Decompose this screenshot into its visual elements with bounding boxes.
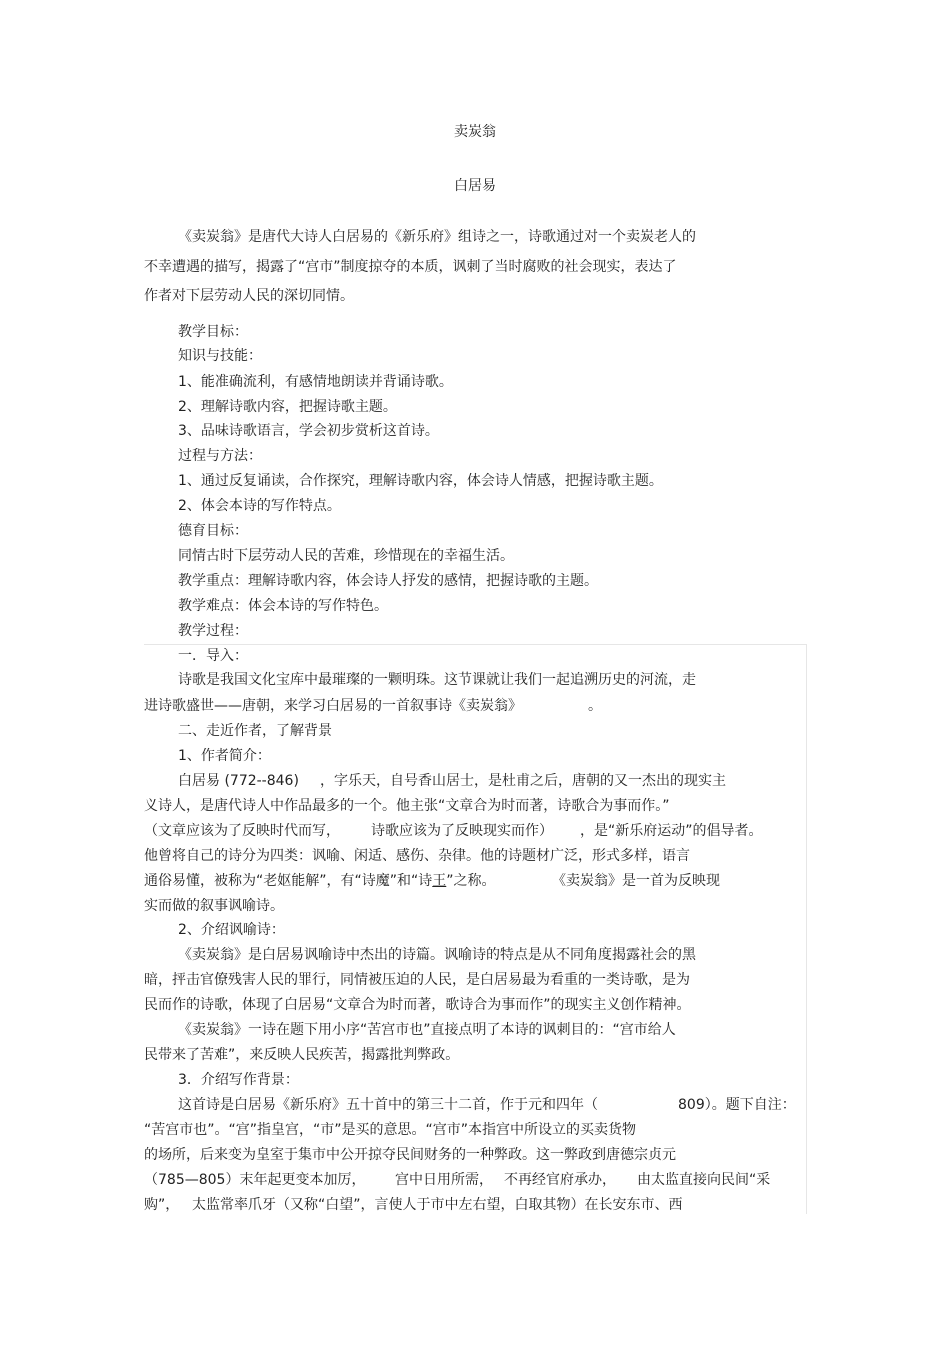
body-text: 通俗易懂，被称为“老妪能解”，有“诗魔”和“诗 <box>144 873 433 889</box>
body-text: ”之称。 <box>446 873 496 889</box>
body-line: 太监常率爪牙（又称“白望”，言使人于市中左右望，白取其物）在长安东市、西 <box>192 1197 683 1213</box>
body-line: 的场所，后来变为皇室于集市中公开掠夺民间财务的一种弊政。这一弊政到唐德宗贞元 <box>144 1147 676 1163</box>
body-line: 《卖炭翁》是白居易讽喻诗中杰出的诗篇。讽喻诗的特点是从不同角度揭露社会的黑 <box>178 947 696 963</box>
body-line: 宫中日用所需， <box>395 1172 493 1188</box>
document-author: 白居易 <box>454 178 496 194</box>
goal-line: 教学难点：体会本诗的写作特色。 <box>178 598 388 614</box>
body-line: 义诗人，是唐代诗人中作品最多的一个。他主张“文章合为时而著，诗歌合为事而作。” <box>144 798 670 814</box>
goal-line: 教学重点：理解诗歌内容，体会诗人抒发的感情，把握诗歌的主题。 <box>178 573 598 589</box>
body-line: 诗歌应该为了反映现实而作） <box>371 823 553 839</box>
intro-line: 《卖炭翁》是唐代大诗人白居易的《新乐府》组诗之一，诗歌通过对一个卖炭老人的 <box>178 229 696 245</box>
body-line: 进诗歌盛世——唐朝，来学习白居易的一首叙事诗《卖炭翁》 <box>144 698 522 714</box>
section-heading: 2、介绍讽喻诗： <box>178 922 285 938</box>
body-line: 购”， <box>144 1197 180 1213</box>
body-line <box>144 871 496 891</box>
section-heading: 一．导入： <box>178 648 248 664</box>
intro-line: 不幸遭遇的描写，揭露了“宫市”制度掠夺的本质，讽刺了当时腐败的社会现实，表达了 <box>144 259 677 275</box>
body-line: 《卖炭翁》是一首为反映现 <box>552 873 720 889</box>
body-line: 诗歌是我国文化宝库中最璀璨的一颗明珠。这节课就让我们一起追溯历史的河流，走 <box>178 672 696 688</box>
goal-line: 过程与方法： <box>178 448 262 464</box>
document-title: 卖炭翁 <box>454 124 496 140</box>
body-line: （文章应该为了反映时代而写， <box>144 823 340 839</box>
body-line: 由太监直接向民间“采 <box>637 1172 771 1188</box>
body-line: ，是“新乐府运动”的倡导者。 <box>580 823 763 839</box>
body-line: 《卖炭翁》一诗在题下用小序“苦宫市也”直接点明了本诗的讽刺目的：“宫市给人 <box>178 1022 676 1038</box>
underlined-text: 王 <box>432 873 447 889</box>
goal-line: 德育目标： <box>178 523 248 539</box>
body-line: 。 <box>588 698 602 714</box>
goal-line: 同情古时下层劳动人民的苦难，珍惜现在的幸福生活。 <box>178 548 514 564</box>
body-line: 白居易 (772--846) <box>178 773 299 789</box>
goal-line: 3、品味诗歌语言，学会初步赏析这首诗。 <box>178 423 439 439</box>
goal-line: 教学目标： <box>178 324 248 340</box>
goal-line: 教学过程： <box>178 623 248 639</box>
goal-line: 2、体会本诗的写作特点。 <box>178 498 341 514</box>
body-line: 实而做的叙事讽喻诗。 <box>144 898 284 914</box>
intro-line: 作者对下层劳动人民的深切同情。 <box>144 288 354 304</box>
goal-line: 1、通过反复诵读，合作探究，理解诗歌内容，体会诗人情感，把握诗歌主题。 <box>178 473 663 489</box>
goal-line: 2、理解诗歌内容，把握诗歌主题。 <box>178 399 397 415</box>
body-line: “苦宫市也”。“宫”指皇宫，“市”是买的意思。“宫市”本指宫中所设立的买卖货物 <box>144 1122 637 1138</box>
body-line: 他曾将自己的诗分为四类：讽喻、闲适、感伤、杂律。他的诗题材广泛，形式多样，语言 <box>144 848 690 864</box>
body-line: 民而作的诗歌，体现了白居易“文章合为时而著，歌诗合为事而作”的现实主义创作精神。 <box>144 997 691 1013</box>
section-heading: 二、走近作者，了解背景 <box>178 723 332 739</box>
goal-line: 1、能准确流利，有感情地朗读并背诵诗歌。 <box>178 374 453 390</box>
body-line: （785—805）末年起更变本加厉， <box>144 1172 366 1188</box>
body-line: 不再经官府承办， <box>504 1172 616 1188</box>
section-heading: 1、作者简介： <box>178 748 271 764</box>
goal-line: 知识与技能： <box>178 348 262 364</box>
body-line: 809）。题下自注： <box>678 1097 796 1113</box>
body-line: ，字乐天，自号香山居士，是杜甫之后，唐朝的又一杰出的现实主 <box>320 773 726 789</box>
body-line: 暗，抨击官僚残害人民的罪行，同情被压迫的人民，是白居易最为看重的一类诗歌，是为 <box>144 972 690 988</box>
body-line: 民带来了苦难”，来反映人民疾苦，揭露批判弊政。 <box>144 1047 460 1063</box>
section-heading: 3．介绍写作背景： <box>178 1072 299 1088</box>
body-line: 这首诗是白居易《新乐府》五十首中的第三十二首，作于元和四年（ <box>178 1097 598 1113</box>
